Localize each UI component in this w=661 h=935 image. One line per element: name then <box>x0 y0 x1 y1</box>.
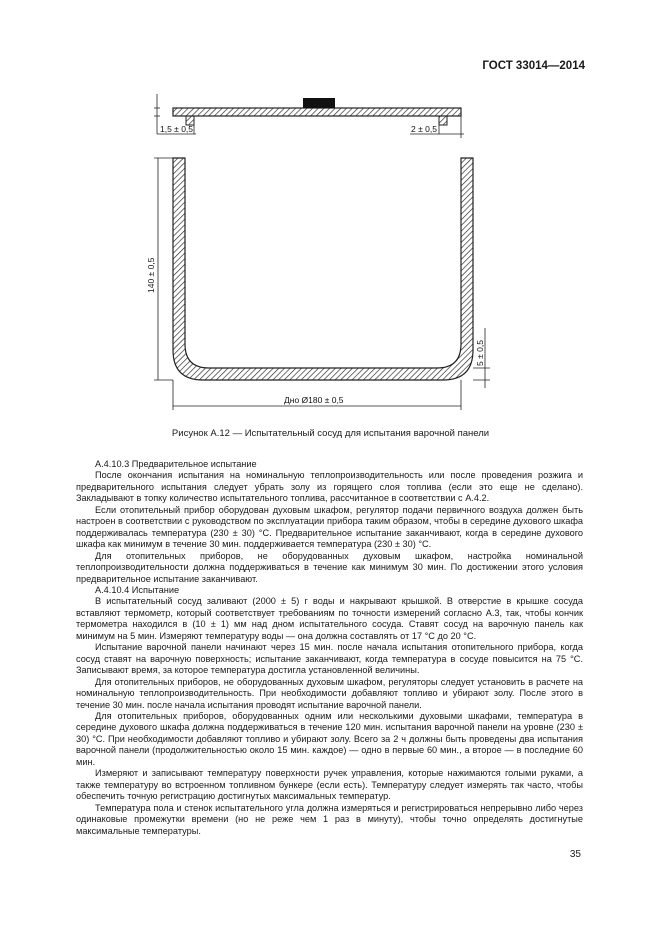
dim-bottom-diameter: Дно Ø180 ± 0,5 <box>284 395 344 405</box>
paragraph: Испытание варочной панели начинают через 15 мин. после начала испытания отопительного прибора, когда сосуд ставят на варочную поверхность; испытание заканчивают, когда температура в сосуде повысится на 75 °С. Записывают время, за которое температура достигла установленной величины. <box>76 642 583 676</box>
document-header: ГОСТ 33014—2014 <box>482 60 585 72</box>
vessel-drawing <box>140 88 500 418</box>
vessel-wall <box>173 158 473 380</box>
paragraph: Для отопительных приборов, не оборудованных духовым шкафом, настройка номинальной теплопроизводительности должна поддерживаться в течение как минимум 30 мин. По достижении этого условия предварительное испытание заканчивают. <box>76 550 583 584</box>
paragraph: Измеряют и записывают температуру поверхности ручек управления, которые нажимаются голыми руками, а также температуру во встроенном топливном бункере (если есть). Температуру следует измерять так часто, чтобы обеспечить точную регистрацию достигнутых максимальных температур. <box>76 768 583 802</box>
dim-right-gap: 2 ± 0,5 <box>411 124 437 134</box>
paragraph: Для отопительных приборов, не оборудованных духовым шкафом, регуляторы следует установить в расчете на номинальную теплопроизводительность. При необходимости добавляют топливо и убирают золу. После этого в течение 30 мин. после начала испытания проводят испытание варочной панели. <box>76 676 583 710</box>
body-text <box>76 459 583 837</box>
paragraph: Температура пола и стенок испытательного угла должна измеряться и регистрироваться непрерывно либо через одинаковые промежутки времени (но не реже чем 1 раз в минуту), чтобы точно определять достигнутые максимальные температуры. <box>76 802 583 836</box>
paragraph: Для отопительных приборов, оборудованных одним или несколькими духовыми шкафами, температура в середине духового шкафа должна поддерживаться в течение 120 мин. испытания варочной панели на уровне (230 ± 30) °С. При необходимости добавляют топливо и убирают золу. Всего за 2 ч должны быть проведены два испытания варочной панели (продолжительностью около 15 мин. каждое) — одно в первые 60 мин., а второе — в последние 60 мин. <box>76 710 583 767</box>
paragraph: Если отопительный прибор оборудован духовым шкафом, регулятор подачи первичного воздуха должен быть настроен в соответствии с руководством по эксплуатации прибора таким образом, чтобы в середине духового шкафа поддерживалась температура (230 ± 30) °С. Предварительное испытание заканчивают, когда в середине духового шкафа как минимум в течение 30 мин. поддерживается температура (230 ± 30) °С. <box>76 504 583 550</box>
page-number: 35 <box>569 849 581 860</box>
lid-plate <box>173 108 461 116</box>
lid-knob <box>303 98 335 108</box>
dim-left-gap: 1,5 ± 0,5 <box>160 124 194 134</box>
test-vessel-figure <box>140 88 500 418</box>
lid-right-stop <box>439 116 447 125</box>
figure-caption: Рисунок А.12 — Испытательный сосуд для испытания варочной панели <box>171 428 490 439</box>
paragraph: В испытательный сосуд заливают (2000 ± 5) г воды и накрывают крышкой. В отверстие в крышке сосуда вставляют термометр, который соответствует требованиям по точности измерений согласно А.3, так, чтобы кончик термометра находился в (10 ± 1) мм над дном испытательного сосуда. Ставят сосуд на варочную панель как минимум на 5 мин. Измеряют температуру воды — она должна составлять от 17 °С до 20 °С. <box>76 596 583 641</box>
section-heading: А.4.10.4 Испытание <box>95 584 180 595</box>
section-heading: А.4.10.3 Предварительное испытание <box>95 459 257 469</box>
paragraph: После окончания испытания на номинальную теплопроизводительность или после проведения розжига и предварительного испытания следует убрать золу из горящего слоя топлива (если это еще не сделано). Закладывают в топку количество испытательного топлива, рассчитанное в соответствии с А.4.2. <box>76 470 583 504</box>
dim-bottom-radius: 5 ± 0,5 <box>475 340 485 366</box>
dim-height: 140 ± 0,5 <box>146 257 156 293</box>
